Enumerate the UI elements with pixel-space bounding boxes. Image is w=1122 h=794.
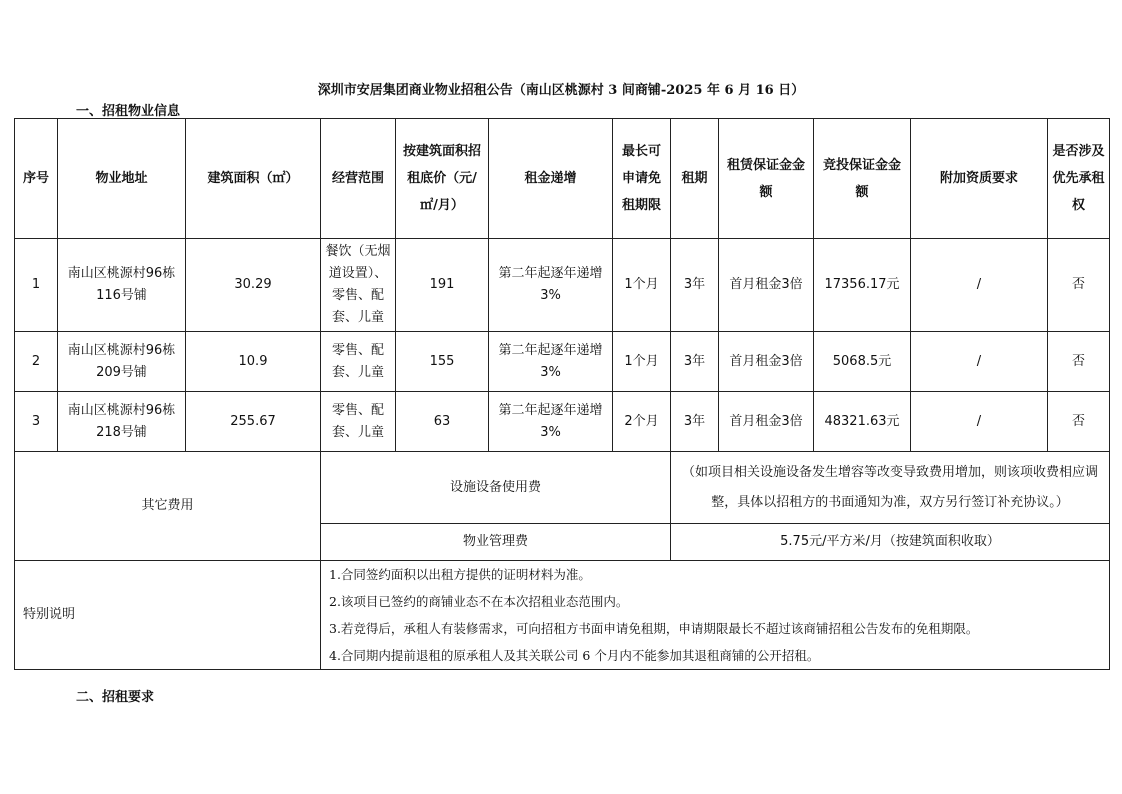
cell-rent-free: 2个月 (613, 392, 671, 452)
cell-priority: 否 (1048, 239, 1110, 332)
facility-fee-value: （如项目相关设施设备发生增容等改变导致费用增加，则该项收费相应调整，具体以招租方的书面通知为准，双方另行签订补充协议。） (671, 452, 1110, 524)
cell-no: 2 (15, 332, 58, 392)
cell-scope: 餐饮（无烟道设置）、零售、配套、儿童 (321, 239, 396, 332)
table-row (15, 392, 1110, 452)
cell-bid-deposit: 48321.63元 (814, 392, 911, 452)
cell-no: 3 (15, 392, 58, 452)
cell-price: 191 (396, 239, 489, 332)
header-area: 建筑面积（㎡） (186, 119, 321, 239)
cell-increase: 第二年起逐年递增3% (489, 332, 613, 392)
special-note: 3.若竞得后，承租人有装修需求，可向招租方书面申请免租期，申请期限最长不超过该商铺招租公告发布的免租期限。 (329, 621, 979, 636)
cell-priority: 否 (1048, 332, 1110, 392)
special-notes-row (15, 561, 1110, 670)
header-bid-deposit: 竞投保证金金额 (814, 119, 911, 239)
header-term: 租期 (671, 119, 719, 239)
cell-lease-deposit: 首月租金3倍 (719, 392, 814, 452)
facility-fee-label: 设施设备使用费 (321, 452, 671, 524)
table-row (15, 239, 1110, 332)
cell-price: 63 (396, 392, 489, 452)
cell-address: 南山区桃源村96栋116号铺 (58, 239, 186, 332)
header-address: 物业地址 (58, 119, 186, 239)
section-heading-requirements: 二、招租要求 (76, 690, 155, 705)
table-row (15, 332, 1110, 392)
cell-bid-deposit: 5068.5元 (814, 332, 911, 392)
cell-scope: 零售、配套、儿童 (321, 332, 396, 392)
cell-area: 10.9 (186, 332, 321, 392)
special-note: 4.合同期内提前退租的原承租人及其关联公司 6 个月内不能参加其退租商铺的公开招租。 (329, 648, 820, 663)
cell-address: 南山区桃源村96栋218号铺 (58, 392, 186, 452)
cell-term: 3年 (671, 332, 719, 392)
cell-extra: / (911, 392, 1048, 452)
cell-no: 1 (15, 239, 58, 332)
cell-extra: / (911, 332, 1048, 392)
special-notes-content (321, 561, 1110, 670)
cell-lease-deposit: 首月租金3倍 (719, 332, 814, 392)
header-scope: 经营范围 (321, 119, 396, 239)
cell-priority: 否 (1048, 392, 1110, 452)
special-notes-label: 特别说明 (15, 561, 321, 670)
table-header-row (15, 119, 1110, 239)
special-note: 1.合同签约面积以出租方提供的证明材料为准。 (329, 567, 591, 582)
property-table (14, 118, 1110, 670)
other-fees-row (15, 452, 1110, 524)
cell-bid-deposit: 17356.17元 (814, 239, 911, 332)
cell-term: 3年 (671, 392, 719, 452)
header-no: 序号 (15, 119, 58, 239)
document-title: 深圳市安居集团商业物业招租公告（南山区桃源村 3 间商铺-2025 年 6 月 16 日） (317, 83, 805, 98)
section-heading-property-info: 一、招租物业信息 (76, 104, 181, 119)
header-rent-free: 最长可申请免租期限 (613, 119, 671, 239)
cell-term: 3年 (671, 239, 719, 332)
mgmt-fee-value: 5.75元/平方米/月（按建筑面积收取） (671, 524, 1110, 561)
header-lease-deposit: 租赁保证金金额 (719, 119, 814, 239)
cell-increase: 第二年起逐年递增3% (489, 392, 613, 452)
header-rent-increase: 租金递增 (489, 119, 613, 239)
cell-area: 255.67 (186, 392, 321, 452)
mgmt-fee-label: 物业管理费 (321, 524, 671, 561)
header-priority-right: 是否涉及优先承租权 (1048, 119, 1110, 239)
cell-rent-free: 1个月 (613, 332, 671, 392)
cell-price: 155 (396, 332, 489, 392)
cell-scope: 零售、配套、儿童 (321, 392, 396, 452)
other-fees-label: 其它费用 (15, 452, 321, 561)
special-note: 2.该项目已签约的商铺业态不在本次招租业态范围内。 (329, 594, 629, 609)
header-base-price: 按建筑面积招租底价（元/㎡/月） (396, 119, 489, 239)
cell-lease-deposit: 首月租金3倍 (719, 239, 814, 332)
cell-address: 南山区桃源村96栋209号铺 (58, 332, 186, 392)
cell-rent-free: 1个月 (613, 239, 671, 332)
cell-increase: 第二年起逐年递增3% (489, 239, 613, 332)
cell-area: 30.29 (186, 239, 321, 332)
header-extra-requirements: 附加资质要求 (911, 119, 1048, 239)
cell-extra: / (911, 239, 1048, 332)
